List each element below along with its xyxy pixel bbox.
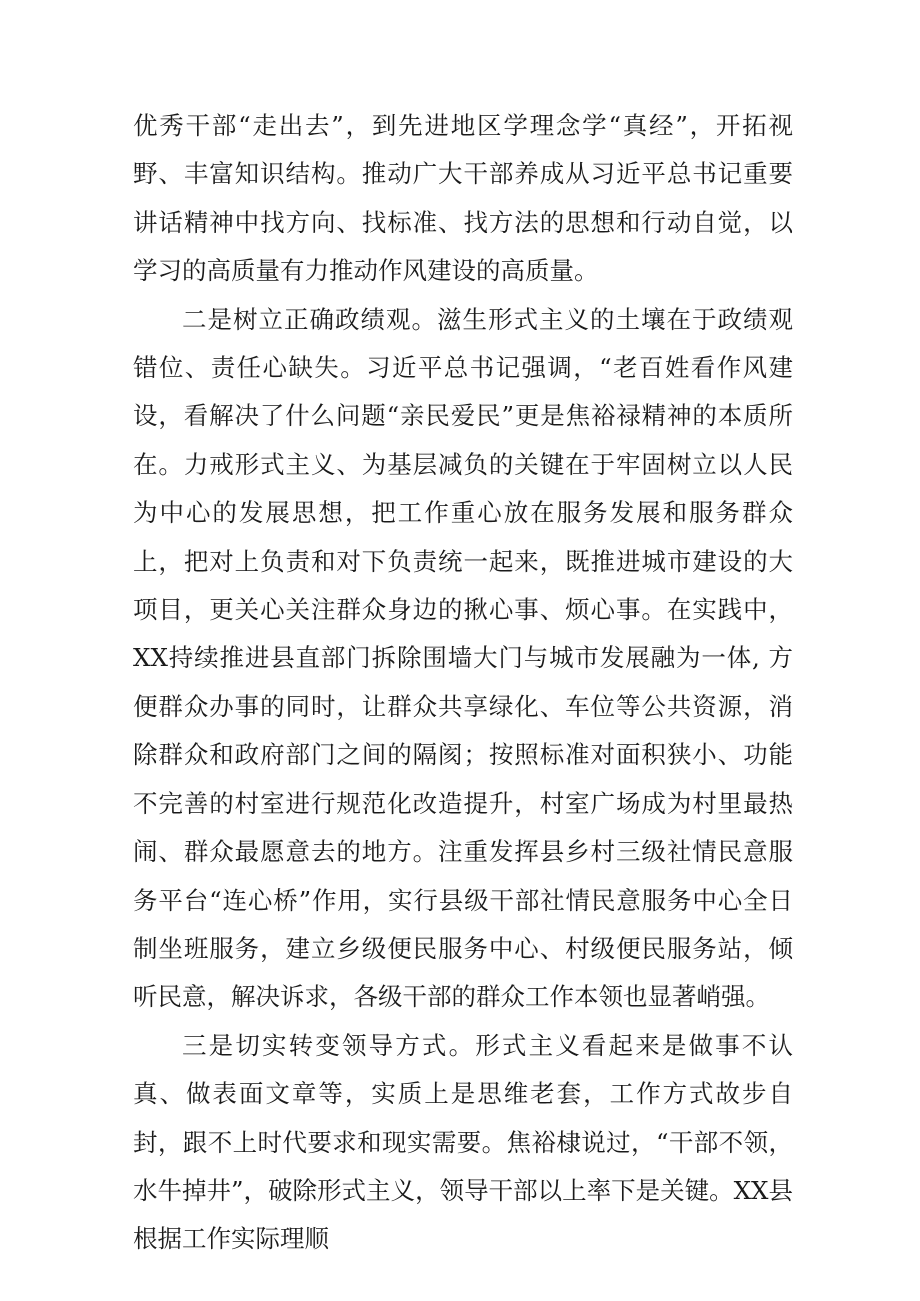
document-body (133, 102, 793, 1264)
paragraph-2: 二是树立正确政绩观。滋生形式主义的土壤在于政绩观错位、责任心缺失。习近平总书记强调，“老百姓看作风建设，看解决了什么问题“亲民爱民”更是焦裕禄精神的本质所在。力戒形式主义、为基层减负的关键在于牢固树立以人民为中心的发展思想，把工作重心放在服务发展和服务群众上，把对上负责和对下负责统一起来，既推进城市建设的大项目，更关心关注群众身边的揪心事、烦心事。在实践中，XX持续推进县直部门拆除围墙大门与城市发展融为一体, 方便群众办事的同时，让群众共享绿化、车位等公共资源，消除群众和政府部门之间的隔阂；按照标准对面积狭小、功能不完善的村室进行规范化改造提升，村室广场成为村里最热闹、群众最愿意去的地方。注重发挥县乡村三级社情民意服务平台“连心桥”作用，实行县级干部社情民意服务中心全日制坐班服务，建立乡级便民服务中心、村级便民服务站，倾听民意，解决诉求，各级干部的群众工作本领也显著峭强。 (133, 304, 793, 1012)
paragraph-1: 优秀干部“走出去”，到先进地区学理念学“真经”，开拓视野、丰富知识结构。推动广大干部养成从习近平总书记重要讲话精神中找方向、找标准、找方法的思想和行动自觉，以学习的高质量有力推动作风建设的高质量。 (133, 111, 793, 286)
paragraph-3: 三是切实转变领导方式。形式主义看起来是做事不认真、做表面文章等，实质上是思维老套，工作方式故步自封，跟不上时代要求和现实需要。焦裕棣说过，“干部不领，水牛掉井”，破除形式主义，领导干部以上率下是关键。XX县根据工作实际理顺 (133, 1030, 793, 1254)
